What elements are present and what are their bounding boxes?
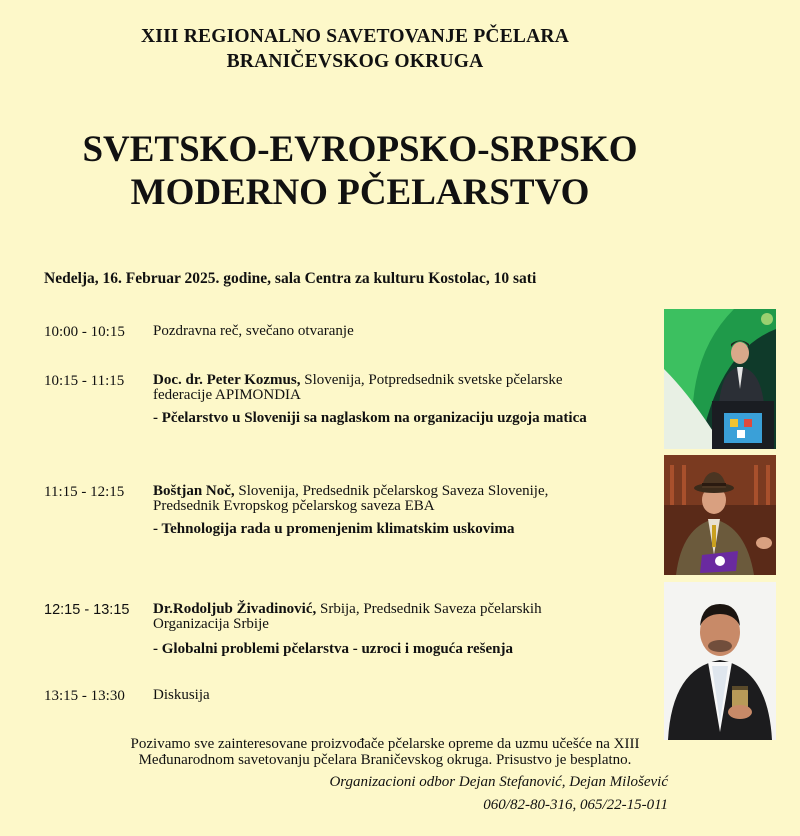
speaker-details: Predsednik Evropskog pčelarskog saveza EBA [153, 498, 435, 514]
subtitle-line-2: BRANIČEVSKOG OKRUGA [226, 51, 484, 72]
title-line-2: MODERNO PČELARSTVO [130, 172, 590, 213]
talk-topic: - Pčelarstvo u Sloveniji sa naglaskom na organizaciju uzgoja matica [153, 410, 587, 426]
schedule-time: 10:15 - 11:15 [44, 373, 125, 389]
title-line-1: SVETSKO-EVROPSKO-SRPSKO [82, 129, 638, 170]
schedule-text: Pozdravna reč, svečano otvaranje [153, 323, 354, 339]
speaker-name: Dr.Rodoljub Živadinović, [153, 601, 317, 617]
invitation-line-2: Međunarodnom savetovanju pčelara Braničevskog okruga. Prisustvo je besplatno. [138, 751, 632, 768]
speaker-details: Organizacija Srbije [153, 616, 269, 632]
invitation-text [0, 737, 770, 768]
speaker-details: Srbija, Predsednik Saveza pčelarskih [316, 601, 542, 617]
subtitle-line-1: XIII REGIONALNO SAVETOVANJE PČELARA [141, 26, 569, 47]
schedule-text: Diskusija [153, 687, 210, 703]
photo-podium-speaker [664, 309, 776, 449]
schedule-time: 11:15 - 12:15 [44, 484, 125, 500]
event-date-location: Nedelja, 16. Februar 2025. godine, sala Centra za kulturu Kostolac, 10 sati [44, 270, 537, 287]
speaker-description [153, 484, 653, 514]
conference-subtitle [0, 24, 755, 74]
contact-phones: 060/82-80-316, 065/22-15-011 [483, 797, 668, 813]
speaker-description [153, 373, 653, 403]
speaker-name: Boštjan Noč, [153, 483, 235, 499]
speaker-details: federacije APIMONDIA [153, 387, 301, 403]
main-title [0, 128, 760, 214]
schedule-time: 12:15 - 13:15 [44, 602, 130, 618]
invitation-line-1: Pozivamo sve zainteresovane proizvođače pčelarske opreme da uzmu učešće na XIII [130, 736, 640, 752]
talk-topic: - Tehnologija rada u promenjenim klimatskim uskovima [153, 521, 515, 537]
talk-topic: - Globalni problemi pčelarstva - uzroci i moguća rešenja [153, 641, 513, 657]
speaker-details: Slovenija, Predsednik pčelarskog Saveza Slovenije, [234, 483, 549, 499]
speaker-photo-kozmus [664, 309, 776, 449]
speaker-photo-zivadinovic [664, 582, 776, 740]
photo-hat-speaker [664, 455, 776, 575]
speaker-name: Doc. dr. Peter Kozmus, [153, 372, 301, 388]
speaker-description [153, 602, 653, 632]
schedule-time: 10:00 - 10:15 [44, 324, 125, 340]
photo-jar-speaker [664, 582, 776, 740]
speaker-details: Slovenija, Potpredsednik svetske pčelarske [300, 372, 563, 388]
schedule-time: 13:15 - 13:30 [44, 688, 125, 704]
organizers: Organizacioni odbor Dejan Stefanović, Dejan Milošević [329, 774, 668, 790]
speaker-photo-noc [664, 455, 776, 575]
